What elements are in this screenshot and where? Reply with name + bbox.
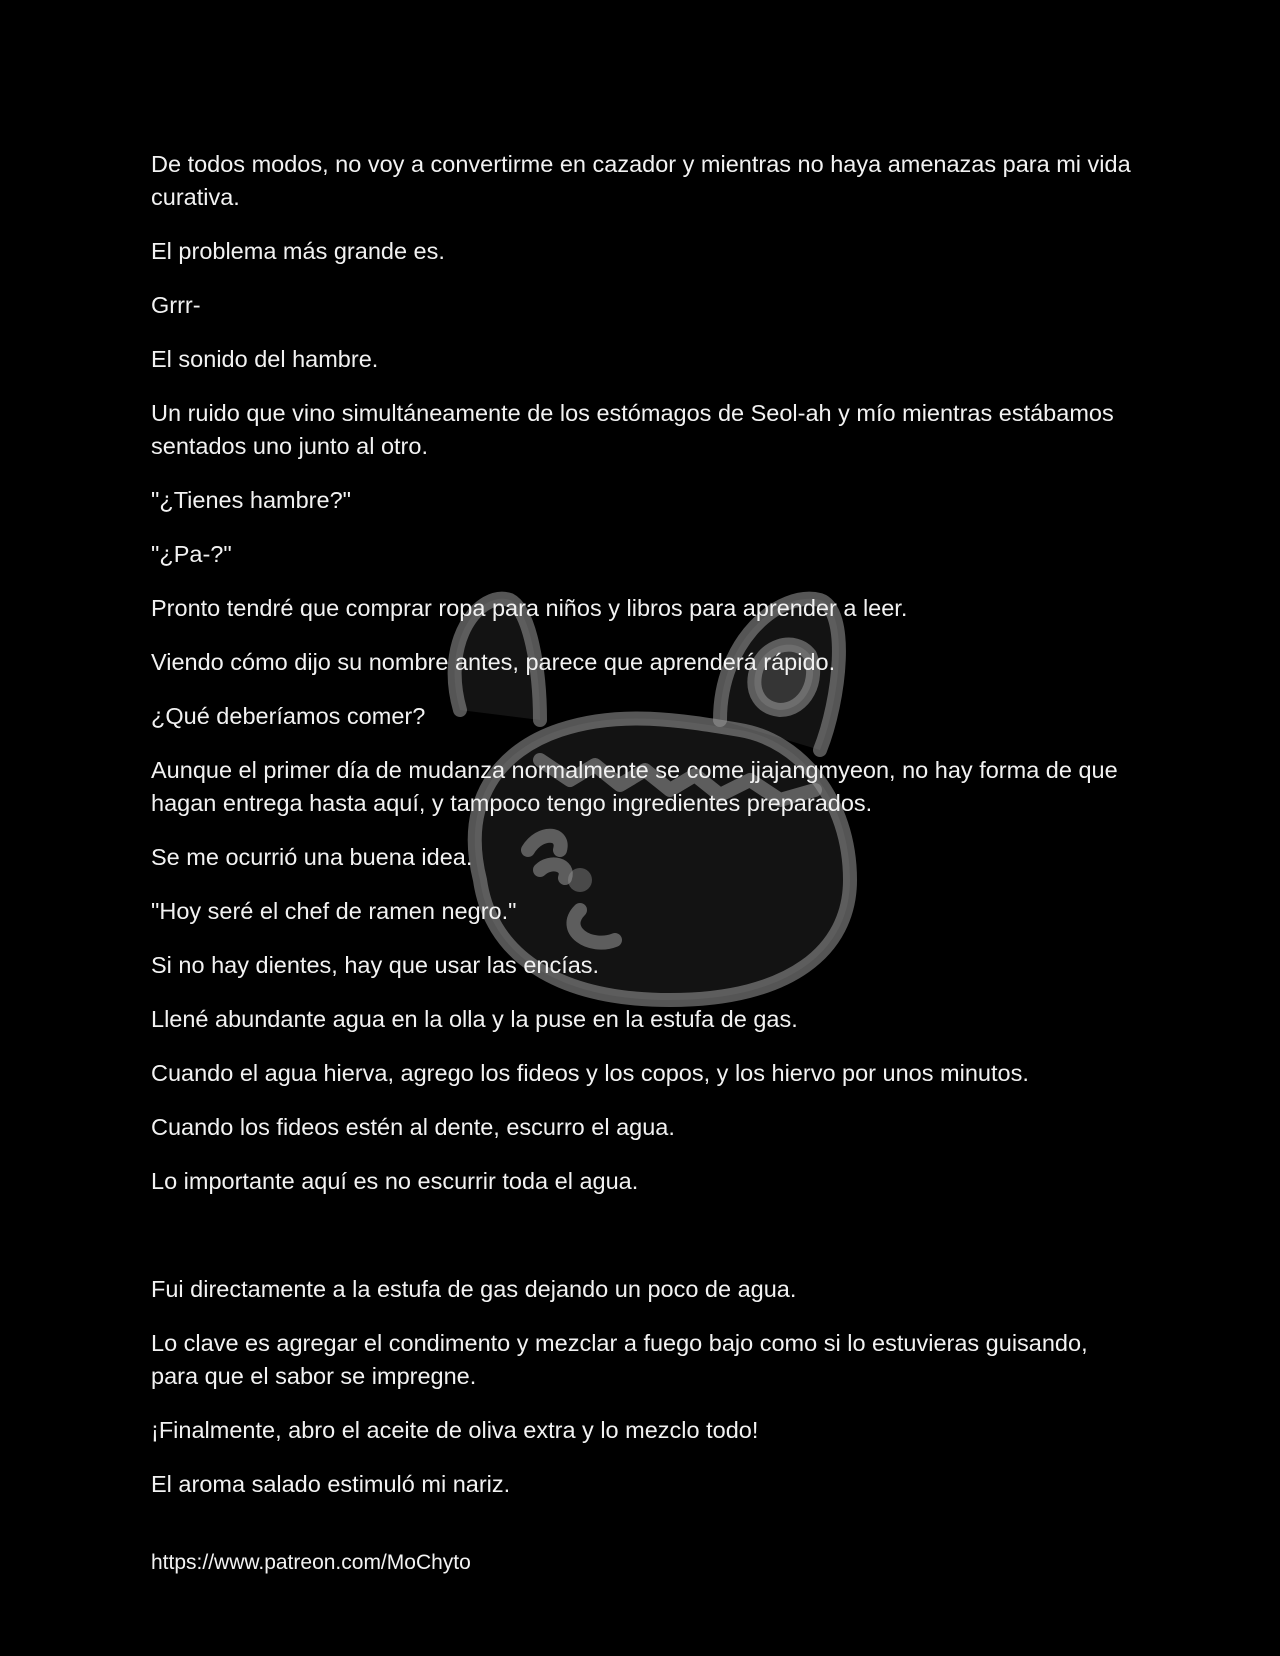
patreon-link[interactable]: https://www.patreon.com/MoChyto: [151, 1551, 471, 1574]
paragraph: De todos modos, no voy a convertirme en cazador y mientras no haya amenazas para mi vida curativa.: [151, 151, 1131, 210]
paragraph: Lo clave es agregar el condimento y mezclar a fuego bajo como si lo estuvieras guisando, para que el sabor se impregne.: [151, 1330, 1088, 1389]
chapter-text: [151, 148, 1131, 1522]
paragraph: Si no hay dientes, hay que usar las encías.: [151, 952, 600, 978]
paragraph: Grrr-: [151, 292, 201, 318]
paragraph: Viendo cómo dijo su nombre antes, parece que aprenderá rápido.: [151, 649, 836, 675]
paragraph: El aroma salado estimuló mi nariz.: [151, 1471, 511, 1497]
paragraph: Un ruido que vino simultáneamente de los estómagos de Seol-ah y mío mientras estábamos sentados uno junto al otro.: [151, 400, 1114, 459]
paragraph: Aunque el primer día de mudanza normalmente se come jjajangmyeon, no hay forma de que hagan entrega hasta aquí, y tampoco tengo ingredientes preparados.: [151, 757, 1118, 816]
paragraph: ¡Finalmente, abro el aceite de oliva extra y lo mezclo todo!: [151, 1417, 759, 1443]
paragraph: "¿Tienes hambre?": [151, 487, 351, 513]
section-break: [151, 1219, 1131, 1273]
paragraph: ¿Qué deberíamos comer?: [151, 703, 426, 729]
paragraph: Cuando los fideos estén al dente, escurro el agua.: [151, 1114, 675, 1140]
paragraph: Se me ocurrió una buena idea.: [151, 844, 473, 870]
paragraph: Pronto tendré que comprar ropa para niños y libros para aprender a leer.: [151, 595, 908, 621]
paragraph: El sonido del hambre.: [151, 346, 379, 372]
paragraph: El problema más grande es.: [151, 238, 445, 264]
paragraph: "¿Pa-?": [151, 541, 232, 567]
paragraph: Llené abundante agua en la olla y la puse en la estufa de gas.: [151, 1006, 798, 1032]
paragraph: Lo importante aquí es no escurrir toda el agua.: [151, 1168, 639, 1194]
paragraph: Fui directamente a la estufa de gas dejando un poco de agua.: [151, 1276, 797, 1302]
paragraph: "Hoy seré el chef de ramen negro.": [151, 898, 517, 924]
paragraph: Cuando el agua hierva, agrego los fideos y los copos, y los hiervo por unos minutos.: [151, 1060, 1029, 1086]
